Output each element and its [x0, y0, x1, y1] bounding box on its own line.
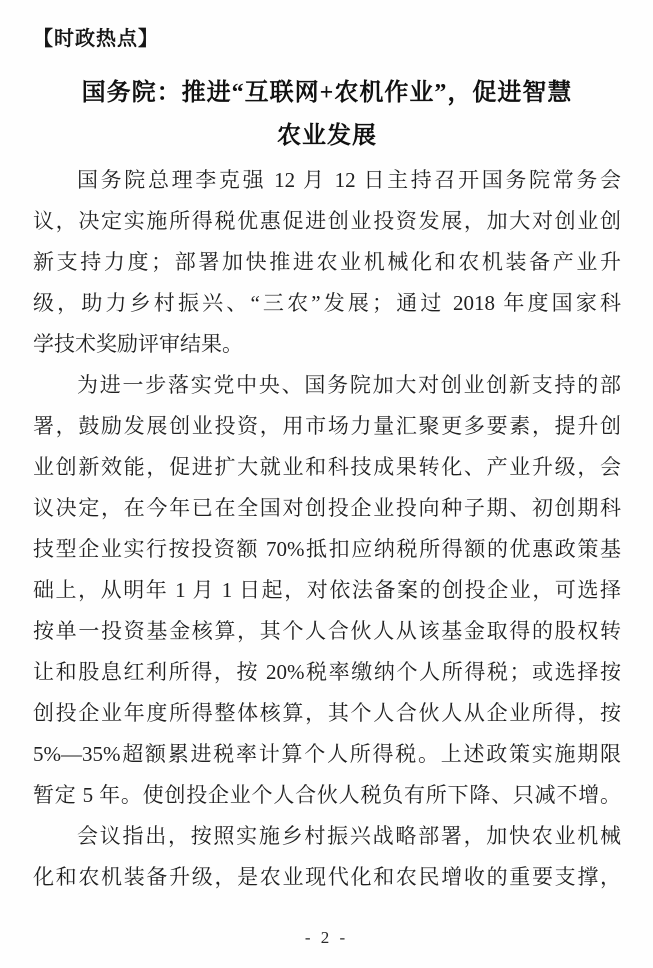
- body-line: 议决定，在今年已在全国对创投企业投向种子期、初创期科: [33, 496, 621, 520]
- paragraph: [33, 160, 621, 365]
- article-title-line-2: 农业发展: [277, 123, 377, 149]
- page-number: - 2 -: [304, 928, 349, 947]
- paragraph: [33, 365, 621, 816]
- body-text: [33, 160, 621, 898]
- body-line: 署，鼓励发展创业投资，用市场力量汇聚更多要素，提升创: [33, 414, 621, 438]
- body-line: 创投企业年度所得整体核算，其个人合伙人从企业所得，按: [33, 701, 621, 725]
- body-line: 会议指出，按照实施乡村振兴战略部署，加快农业机械: [77, 824, 621, 848]
- body-line: 化和农机装备升级，是农业现代化和农民增收的重要支撑，: [33, 865, 621, 889]
- body-line: 暂定 5 年。使创投企业个人合伙人税负有所下降、只减不增。: [33, 783, 621, 807]
- section-tag: 【时政热点】: [33, 28, 159, 50]
- article-title: [33, 72, 621, 158]
- article-title-line-1: 国务院：推进“互联网+农机作业”，促进智慧: [81, 80, 573, 106]
- body-line: 议，决定实施所得税优惠促进创业投资发展，加大对创业创: [33, 209, 621, 233]
- body-line: 国务院总理李克强 12 月 12 日主持召开国务院常务会: [77, 168, 621, 192]
- body-line: 按单一投资基金核算，其个人合伙人从该基金取得的股权转: [33, 619, 621, 643]
- body-line: 让和股息红利所得，按 20%税率缴纳个人所得税；或选择按: [33, 660, 621, 684]
- body-line: 级，助力乡村振兴、“三农”发展；通过 2018 年度国家科: [33, 291, 621, 315]
- body-line: 业创新效能，促进扩大就业和科技成果转化、产业升级，会: [33, 455, 621, 479]
- body-line: 新支持力度；部署加快推进农业机械化和农机装备产业升: [33, 250, 621, 274]
- body-line: 5%—35%超额累进税率计算个人所得税。上述政策实施期限: [33, 742, 621, 766]
- body-line: 础上，从明年 1 月 1 日起，对依法备案的创投企业，可选择: [33, 578, 621, 602]
- body-line: 为进一步落实党中央、国务院加大对创业创新支持的部: [77, 373, 621, 397]
- body-line: 技型企业实行按投资额 70%抵扣应纳税所得额的优惠政策基: [33, 537, 621, 561]
- body-line: 学技术奖励评审结果。: [33, 332, 243, 356]
- paragraph: [33, 816, 621, 898]
